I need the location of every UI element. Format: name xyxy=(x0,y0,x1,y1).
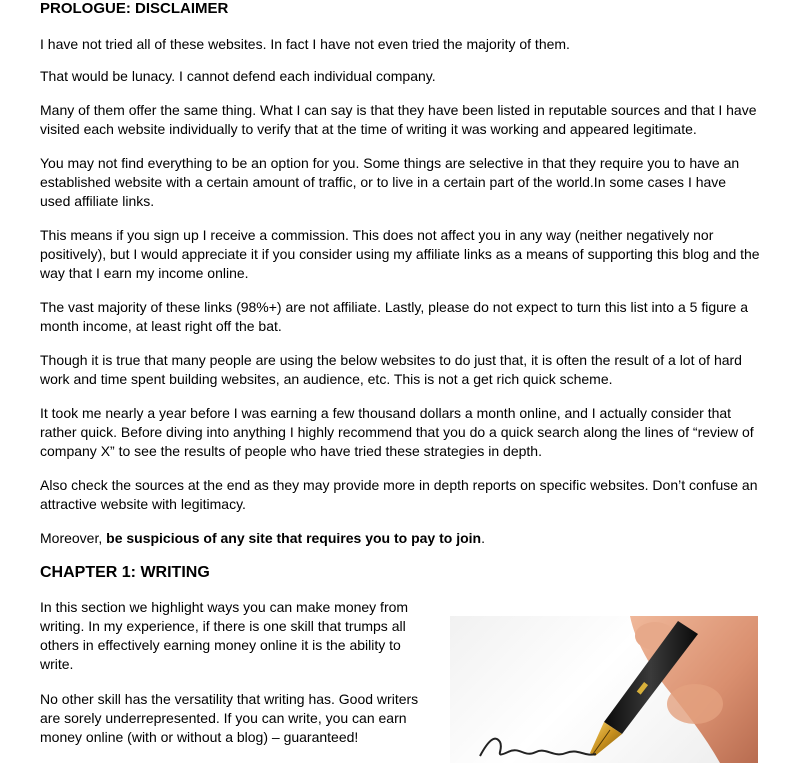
prologue-paragraph-9: Also check the sources at the end as they may provide more in depth reports on specific websites. Don’t confuse an attractive website with legitimacy. xyxy=(40,477,758,512)
fountain-pen-writing-photo xyxy=(450,616,758,763)
fountain-pen-icon xyxy=(450,616,758,763)
prologue-paragraph-5: This means if you sign up I receive a commission. This does not affect you in any way (neither negatively nor positively), but I would appreciate it if you consider using my affiliate links as a means of supporting this blog and the way that I earn my income online. xyxy=(40,227,760,281)
prologue-paragraph-2: That would be lunacy. I cannot defend each individual company. xyxy=(40,68,436,84)
prologue-paragraph-4: You may not find everything to be an option for you. Some things are selective in that they require you to have an established website with a certain amount of traffic, or to live in a certain part of the world.In some cases I have used affiliate links. xyxy=(40,155,740,209)
prologue-paragraph-6: The vast majority of these links (98%+) are not affiliate. Lastly, please do not expect to turn this list into a 5 figure a month income, at least right off the bat. xyxy=(40,299,749,334)
chapter-1-text xyxy=(40,598,425,747)
final-suffix: . xyxy=(481,530,485,546)
final-prefix: Moreover, xyxy=(40,530,107,546)
prologue-paragraph-1: I have not tried all of these websites. In fact I have not even tried the majority of them. xyxy=(40,36,570,52)
prologue-paragraph-7: Though it is true that many people are using the below websites to do just that, it is often the result of a lot of hard work and time spent building websites, an audience, etc. This is not a get rich quick scheme. xyxy=(40,352,742,387)
prologue-heading: PROLOGUE: DISCLAIMER xyxy=(40,0,229,17)
prologue-final-paragraph xyxy=(40,529,760,548)
final-bold-warning: be suspicious of any site that requires you to pay to join xyxy=(106,530,482,546)
chapter-1-heading: CHAPTER 1: WRITING xyxy=(40,564,210,581)
prologue-paragraph-3: Many of them offer the same thing. What I can say is that they have been listed in reputable sources and that I have visited each website individually to verify that at the time of writing it was working and appeared legitimate. xyxy=(40,102,757,137)
prologue-paragraph-8: It took me nearly a year before I was earning a few thousand dollars a month online, and I actually consider that rather quick. Before diving into anything I highly recommend that you do a quick search along the lines of “review of company X” to see the results of people who have tried these strategies in depth. xyxy=(40,405,754,459)
chapter-1-paragraph-2: No other skill has the versatility that writing has. Good writers are sorely underrepresented. If you can write, you can earn money online (with or without a blog) – guaranteed! xyxy=(40,691,419,745)
chapter-1-paragraph-1: In this section we highlight ways you can make money from writing. In my experience, if there is one skill that trumps all others in effectively earning money online it is the ability to write. xyxy=(40,599,409,672)
